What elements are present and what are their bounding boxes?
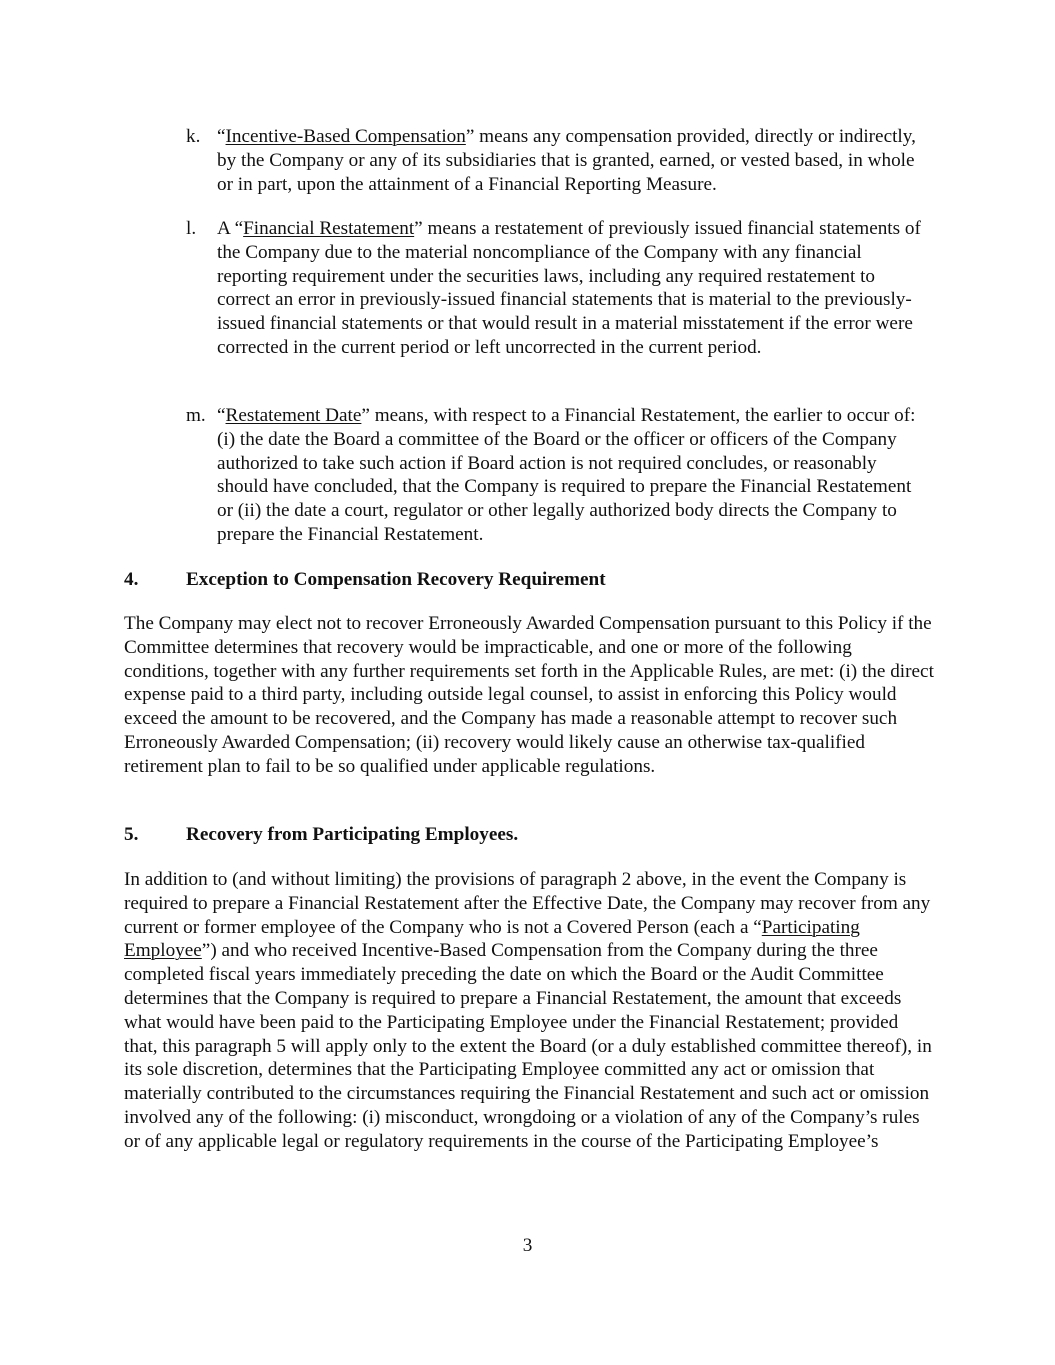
section-number: 5. [124, 824, 139, 845]
definition-k [186, 125, 946, 196]
definition-prefix: “ [217, 126, 226, 147]
definition-letter: l. [186, 218, 197, 239]
definition-body: ” means a restatement of previously issued financial statements of the Company due to the material noncompliance of the Company with any financial reporting requirement under the securities laws, including any required restatement to correct an error in previously-issued financial statements that is material to the previously-issued financial statements or that would result in a material misstatement if the error were corrected in the current period or left uncorrected in the current period. [217, 218, 921, 358]
definition-m [186, 404, 946, 547]
section-title: Recovery from Participating Employees. [186, 824, 519, 845]
definition-text [217, 404, 932, 547]
section-4-heading [124, 568, 606, 592]
section-5-body [124, 868, 934, 1154]
section-title: Exception to Compensation Recovery Requirement [186, 569, 606, 590]
definition-prefix: A “ [217, 218, 244, 239]
section-5-heading [124, 823, 518, 847]
defined-term: Incentive-Based Compensation [225, 126, 466, 147]
definition-letter: k. [186, 126, 201, 147]
definition-body: ” means, with respect to a Financial Restatement, the earlier to occur of: (i) the date the Board a committee of the Board or the officer or officers of the Company authorized to take such action if Board action is not required concludes, or reasonably should have concluded, that the Company is required to prepare the Financial Restatement or (ii) the date a court, regulator or other legally authorized body directs the Company to prepare the Financial Restatement. [217, 405, 916, 545]
definition-l [186, 217, 946, 360]
definition-text [217, 125, 932, 196]
definition-letter: m. [186, 405, 206, 426]
page-number: 3 [522, 1235, 533, 1256]
defined-term: Participating Employee [124, 916, 860, 962]
defined-term: Financial Restatement [243, 218, 415, 239]
section-number: 4. [124, 569, 139, 590]
definition-text [217, 217, 932, 360]
body-text: In addition to (and without limiting) the provisions of paragraph 2 above, in the event the Company is required to prepare a Financial Restatement after the Effective Date, the Company may recover from any current or former employee of the Company who is not a Covered Person (each a “ [124, 869, 931, 938]
definition-body: ” means any compensation provided, directly or indirectly, by the Company or any of its subsidiaries that is granted, earned, or vested based, in whole or in part, upon the attainment of a Financial Reporting Measure. [217, 126, 916, 195]
definition-prefix: “ [217, 405, 226, 426]
body-text: ”) and who received Incentive-Based Compensation from the Company during the three completed fiscal years immediately preceding the date on which the Board or the Audit Committee determines that the Company is required to prepare a Financial Restatement, the amount that exceeds what would have been paid to the Participating Employee under the Financial Restatement; provided that, this paragraph 5 will apply only to the extent the Board (or a duly established committee thereof), in its sole discretion, determines that the Participating Employee committed any act or omission that materially contributed to the circumstances requiring the Financial Restatement and such act or omission involved any of the following: (i) misconduct, wrongdoing or a violation of any of the Company’s rules or of any applicable legal or regulatory requirements in the course of the Participating Employee’s [124, 940, 932, 1152]
section-4-body: The Company may elect not to recover Erroneously Awarded Compensation pursuant to this Policy if the Committee determines that recovery would be impracticable, and one or more of the following conditions, together with any further requirements set forth in the Applicable Rules, are met: (i) the direct expense paid to a third party, including outside legal counsel, to assist in enforcing this Policy would exceed the amount to be recovered, and the Company has made a reasonable attempt to recover such Erroneously Awarded Compensation; (ii) recovery would likely cause an otherwise tax-qualified retirement plan to fail to be so qualified under applicable regulations. [124, 613, 934, 777]
defined-term: Restatement Date [225, 405, 362, 426]
